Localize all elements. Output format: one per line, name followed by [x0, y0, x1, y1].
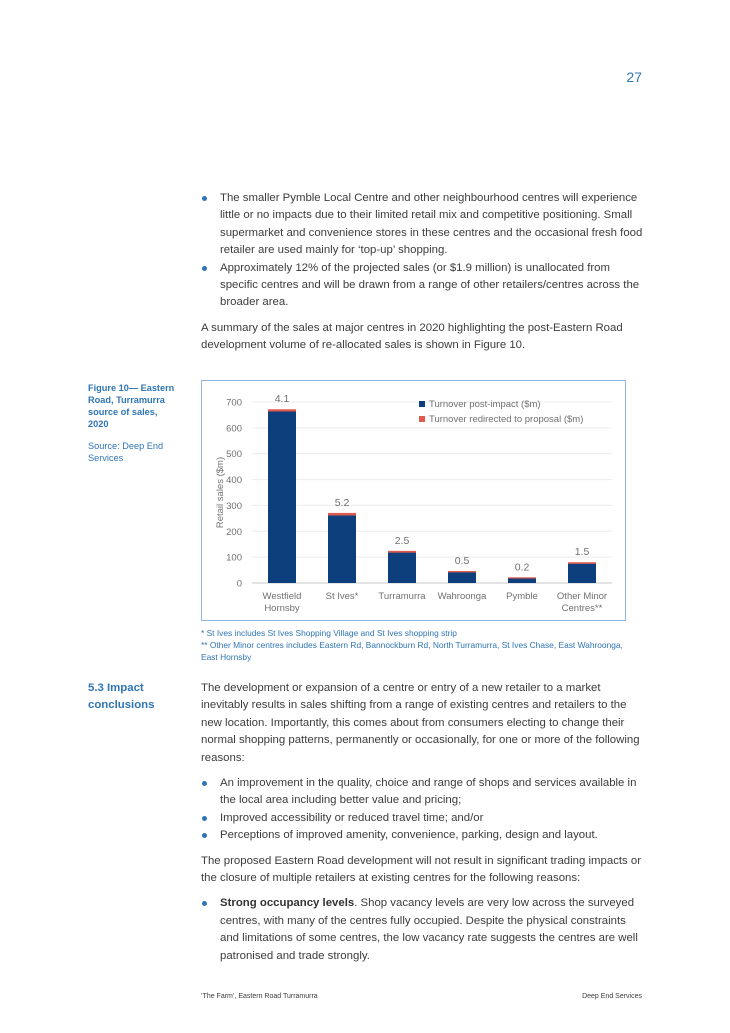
bar-redirected: [508, 577, 536, 578]
bullet-bold-lead: Strong occupancy levels: [220, 897, 355, 910]
section-heading: 5.3 Impact conclusions: [88, 682, 155, 712]
data-label: 0.5: [454, 555, 470, 568]
legend-label: Turnover post-impact ($m): [429, 399, 541, 410]
page-number: 27: [626, 69, 642, 85]
legend-label: Turnover redirected to proposal ($m): [429, 414, 584, 425]
bar-redirected: [328, 513, 356, 516]
bullet-icon: [202, 196, 207, 201]
y-tick-label: 600: [226, 423, 242, 435]
list-item: [201, 895, 643, 965]
x-tick-label: Wahroonga: [437, 591, 487, 602]
data-label: 1.5: [574, 546, 590, 559]
list-item: [201, 190, 643, 260]
bar-redirected: [268, 409, 296, 411]
y-axis-label: Retail sales ($m): [215, 456, 226, 529]
bar-post-impact: [268, 411, 296, 583]
footer-document-title: ‘The Farm’, Eastern Road Turramurra: [201, 993, 318, 1000]
top-bullet-list: [201, 190, 643, 312]
y-tick-label: 0: [236, 578, 242, 590]
y-tick-label: 300: [226, 500, 242, 512]
bar-redirected: [388, 551, 416, 553]
figure-title: Figure 10— Eastern Road, Turramurra source of sales, 2020: [88, 383, 175, 429]
x-tick-label: Hornsby: [264, 603, 300, 614]
bar-post-impact: [388, 552, 416, 583]
footnote-other-minor: ** Other Minor centres includes Eastern Rd, Bannockburn Rd, North Turramurra, St Ives Chase, East Wahroonga, East Hornsby: [201, 640, 623, 662]
figure-caption: [88, 382, 178, 464]
bullet-icon: [202, 816, 207, 821]
x-tick-label: Pymble: [506, 591, 538, 602]
x-tick-label: Westfield: [262, 591, 302, 602]
y-tick-label: 700: [226, 397, 242, 409]
data-label: 2.5: [394, 534, 410, 547]
list-item: [201, 827, 643, 844]
x-tick-label: Centres**: [561, 603, 603, 614]
x-tick-label: St Ives*: [325, 591, 359, 602]
bar-post-impact: [568, 564, 596, 583]
section-conclusion: The proposed Eastern Road development will not result in significant trading impacts or the closure of multiple retailers at existing centres for the following reasons:: [201, 854, 642, 885]
section-body: [201, 680, 643, 965]
y-tick-label: 100: [226, 552, 242, 564]
bullet-icon: [202, 781, 207, 786]
legend-swatch: [419, 401, 425, 407]
section-intro: The development or expansion of a centre or entry of a new retailer to a market inevitably results in sales shifting from a range of existing centres and retailers to the new location. Importantly, this comes about from consumers electing to change their normal shopping patterns, permanently or occasionally, for one or more of the following reasons:: [201, 682, 640, 764]
y-tick-label: 500: [226, 449, 242, 461]
bar-redirected: [448, 571, 476, 572]
footnote-st-ives: * St Ives includes St Ives Shopping Village and St Ives shopping strip: [201, 628, 457, 638]
footnotes: [201, 627, 631, 663]
conclusion-list: [201, 895, 643, 965]
chart-frame: [201, 380, 626, 621]
bullet-text: Improved accessibility or reduced travel time; and/or: [220, 811, 484, 824]
bullet-text: Perceptions of improved amenity, convenience, parking, design and layout.: [220, 829, 598, 842]
bar-post-impact: [328, 515, 356, 583]
y-tick-label: 400: [226, 475, 242, 487]
figure-source: Source: Deep End Services: [88, 441, 164, 463]
bullet-text: . Shop vacancy levels are very low across the surveyed centres, with many of the centres fully occupied. Despite the physical constraints and limitations of some centres, the low vacancy rate suggests the centres are well patronised and trade strongly.: [220, 897, 638, 962]
bar-redirected: [568, 562, 596, 564]
bullet-text: The smaller Pymble Local Centre and other neighbourhood centres will experience little or no impacts due to their limited retail mix and competitive positioning. Small supermarket and convenience stores in these centres and the occasional fresh food retailer are used mainly for ‘top-up’ shopping.: [220, 192, 643, 257]
bullet-text: An improvement in the quality, choice and range of shops and services available in the local area including better value and pricing;: [220, 777, 637, 807]
bullet-icon: [202, 266, 207, 271]
list-item: [201, 260, 643, 312]
bar-post-impact: [508, 578, 536, 583]
legend-swatch: [419, 416, 425, 422]
list-item: [201, 810, 643, 827]
bullet-icon: [202, 901, 207, 906]
x-tick-label: Turramurra: [378, 591, 426, 602]
list-item: [201, 775, 643, 810]
summary-paragraph: A summary of the sales at major centres in 2020 highlighting the post-Eastern Road development volume of re-allocated sales is shown in Figure 10.: [201, 321, 623, 352]
data-label: 0.2: [514, 561, 530, 574]
y-tick-label: 200: [226, 526, 242, 538]
bullet-icon: [202, 833, 207, 838]
bullet-text: Approximately 12% of the projected sales (or $1.9 million) is unallocated from specific centres and will be drawn from a range of other retailers/centres across the broader area.: [220, 261, 640, 309]
footer-company: Deep End Services: [582, 993, 642, 1000]
reasons-list: [201, 775, 643, 845]
bar-chart: [202, 381, 625, 620]
top-text-block: [201, 190, 643, 355]
data-label: 4.1: [274, 393, 290, 406]
x-tick-label: Other Minor: [556, 591, 608, 602]
data-label: 5.2: [334, 496, 350, 509]
bar-post-impact: [448, 572, 476, 583]
